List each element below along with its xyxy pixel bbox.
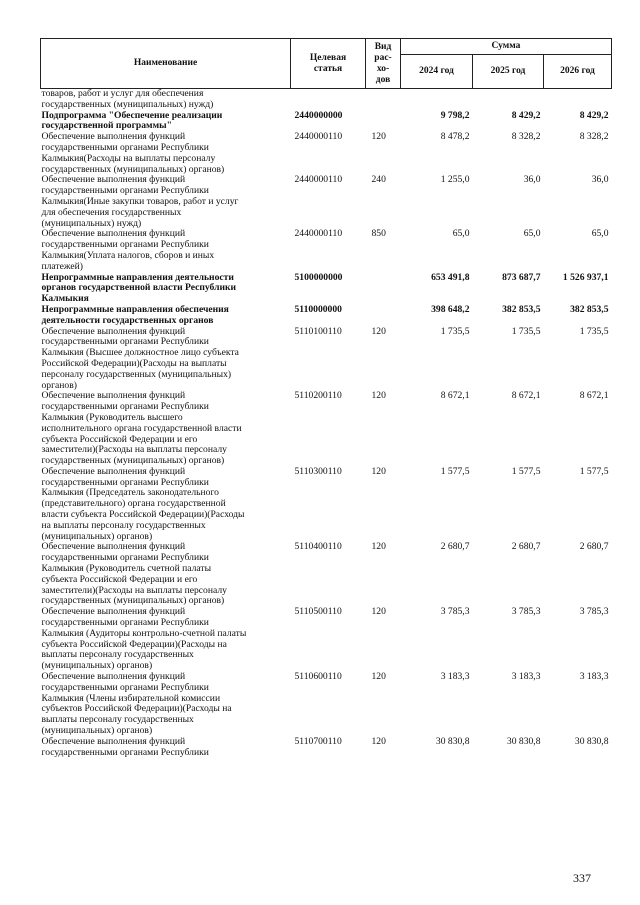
row-sum-2025: 1 577,5 xyxy=(511,465,541,477)
row-expense-type: 850 xyxy=(371,228,386,240)
row-sum-2026: 65,0 xyxy=(591,228,609,240)
row-sum-2026: 8 429,2 xyxy=(579,109,609,121)
row-name xyxy=(41,229,291,272)
row-name-line: Калмыкия(Уплата налогов, сборов и иных xyxy=(41,249,215,261)
table-row xyxy=(41,327,612,392)
header-code-line1: Целевая xyxy=(309,52,347,63)
header-type-line1: Вид xyxy=(374,41,392,52)
table-row xyxy=(41,607,612,672)
row-target-article: 2440000000 xyxy=(294,109,343,121)
row-name-line: Обеспечение выполнения функций xyxy=(41,671,186,683)
table-row xyxy=(41,391,612,467)
row-name xyxy=(41,607,291,672)
row-name-line: для обеспечения государственных xyxy=(41,206,182,218)
row-name-line: заместители)(Расходы на выплаты персоналу xyxy=(41,444,227,456)
row-sum-2024: 3 785,3 xyxy=(440,606,470,618)
row-name-line: Непрограммные направления деятельности xyxy=(41,271,234,283)
row-name-line: государственных (муниципальных) органов) xyxy=(41,163,225,175)
row-name-line: выплаты персоналу государственных xyxy=(41,714,194,726)
row-sum-2024: 2 680,7 xyxy=(440,541,470,553)
row-sum-2024: 30 830,8 xyxy=(435,735,470,747)
row-name-line: субъекта Российской Федерации)(Расходы на xyxy=(41,638,227,650)
row-name-line: выплаты персоналу государственных xyxy=(41,649,194,661)
row-expense-type: 240 xyxy=(371,174,386,186)
row-sum-2024: 65,0 xyxy=(452,228,470,240)
row-name xyxy=(41,132,291,175)
row-name-line: Непрограммные направления обеспечения xyxy=(41,303,229,315)
table-row xyxy=(41,273,612,305)
row-sum-2026: 3 785,3 xyxy=(579,606,609,618)
row-name-line: Калмыкия (Руководитель высшего xyxy=(41,411,183,423)
row-expense-type: 120 xyxy=(371,541,386,553)
row-sum-2025: 1 735,5 xyxy=(511,325,541,337)
row-name-line: (муниципальных) органов) xyxy=(41,660,153,672)
row-target-article xyxy=(291,89,366,111)
row-target-article: 5110000000 xyxy=(294,303,342,315)
table-body xyxy=(41,89,612,759)
row-sum-2026: 382 853,5 xyxy=(570,303,609,315)
table-row xyxy=(41,672,612,737)
row-sum-2025: 8 328,2 xyxy=(511,131,541,143)
row-sum-2026: 2 680,7 xyxy=(579,541,609,553)
row-sum-2026: 8 328,2 xyxy=(579,131,609,143)
row-name xyxy=(41,737,291,759)
row-name-line: государственной программы" xyxy=(41,120,172,132)
row-name-line: Калмыкия (Председатель законодательного xyxy=(41,487,219,499)
row-name-line: государственными органами Республики xyxy=(41,476,209,488)
header-target-article xyxy=(291,39,366,89)
row-sum-2026: 1 577,5 xyxy=(579,465,609,477)
row-sum-2024: 1 255,0 xyxy=(440,174,470,186)
row-name-line: на выплаты персоналу государственных xyxy=(41,519,206,531)
row-name-line: Подпрограмма "Обеспечение реализации xyxy=(41,109,223,121)
table-row xyxy=(41,737,612,759)
row-name-line: государственными органами Республики xyxy=(41,141,209,153)
table-row xyxy=(41,111,612,133)
row-expense-type: 120 xyxy=(371,131,386,143)
row-name-line: Обеспечение выполнения функций xyxy=(41,228,186,240)
row-target-article: 5110400110 xyxy=(294,541,342,553)
row-sum-2025: 8 429,2 xyxy=(511,109,541,121)
row-name-line: государственными органами Республики xyxy=(41,401,209,413)
row-name-line: товаров, работ и услуг для обеспечения xyxy=(41,88,204,99)
row-target-article: 5110300110 xyxy=(294,465,342,477)
header-sum: Сумма xyxy=(401,39,612,55)
row-target-article: 5110100110 xyxy=(294,325,342,337)
row-name xyxy=(41,111,291,133)
header-type-line3: хо- xyxy=(376,63,390,74)
row-name-line: платежей) xyxy=(41,260,83,272)
header-year-2025: 2025 год xyxy=(473,55,544,89)
row-name xyxy=(41,542,291,607)
table-row xyxy=(41,229,612,272)
row-target-article: 5110500110 xyxy=(294,606,342,618)
row-target-article: 5100000000 xyxy=(294,271,343,283)
row-sum-2025: 8 672,1 xyxy=(511,390,541,402)
row-name xyxy=(41,467,291,543)
header-code-line2: статья xyxy=(313,63,343,74)
budget-table xyxy=(40,38,612,758)
row-sum-2024: 3 183,3 xyxy=(440,671,470,683)
row-sum-2024: 398 648,2 xyxy=(431,303,470,315)
table-header xyxy=(41,39,612,89)
row-sum-2024 xyxy=(401,89,473,111)
row-name xyxy=(41,175,291,229)
row-expense-type: 120 xyxy=(371,390,386,402)
row-name-line: Калмыкия(Расходы на выплаты персоналу xyxy=(41,152,216,164)
row-sum-2025: 3 785,3 xyxy=(511,606,541,618)
row-sum-2025: 2 680,7 xyxy=(511,541,541,553)
row-name-line: Обеспечение выполнения функций xyxy=(41,735,186,747)
row-name-line: Обеспечение выполнения функций xyxy=(41,174,186,186)
row-name xyxy=(41,327,291,392)
row-name-line: Обеспечение выполнения функций xyxy=(41,465,186,477)
budget-document xyxy=(40,38,611,758)
row-name-line: субъекта Российской Федерации и его xyxy=(41,573,198,585)
row-expense-type xyxy=(366,305,401,327)
row-sum-2024: 9 798,2 xyxy=(440,109,470,121)
row-name-line: Обеспечение выполнения функций xyxy=(41,325,186,337)
row-sum-2026: 36,0 xyxy=(591,174,609,186)
row-expense-type: 120 xyxy=(371,735,386,747)
row-name-line: государственными органами Республики xyxy=(41,185,209,197)
row-name-line: государственными органами Республики xyxy=(41,552,209,564)
row-sum-2026: 30 830,8 xyxy=(574,735,609,747)
row-name xyxy=(41,273,291,305)
row-expense-type: 120 xyxy=(371,465,386,477)
table-row xyxy=(41,542,612,607)
row-sum-2026 xyxy=(544,89,612,111)
row-sum-2024: 8 478,2 xyxy=(440,131,470,143)
row-expense-type: 120 xyxy=(371,325,386,337)
row-name-line: Калмыкия xyxy=(41,293,89,305)
row-expense-type xyxy=(366,89,401,111)
row-sum-2025 xyxy=(473,89,544,111)
row-target-article: 5110600110 xyxy=(294,671,342,683)
row-name-line: (муниципальных) органов) xyxy=(41,530,153,542)
row-target-article: 5110700110 xyxy=(294,735,342,747)
row-name-line: Калмыкия(Иные закупки товаров, работ и услуг xyxy=(41,195,239,207)
row-name-line: исполнительного органа государственной власти xyxy=(41,422,242,434)
row-name xyxy=(41,305,291,327)
row-sum-2025: 3 183,3 xyxy=(511,671,541,683)
header-year-2024: 2024 год xyxy=(401,55,473,89)
row-name-line: Калмыкия (Члены избирательной комиссии xyxy=(41,692,221,704)
row-name-line: Обеспечение выполнения функций xyxy=(41,541,186,553)
row-name-line: государственными органами Республики xyxy=(41,681,209,693)
row-sum-2025: 382 853,5 xyxy=(502,303,541,315)
row-name-line: Российской Федерации)(Расходы на выплаты xyxy=(41,357,227,369)
row-expense-type: 120 xyxy=(371,606,386,618)
row-expense-type xyxy=(366,273,401,305)
row-expense-type: 120 xyxy=(371,671,386,683)
table-row xyxy=(41,175,612,229)
row-sum-2026: 3 183,3 xyxy=(579,671,609,683)
row-target-article: 2440000110 xyxy=(294,174,343,186)
table-row xyxy=(41,89,612,111)
row-sum-2024: 1 577,5 xyxy=(440,465,470,477)
row-target-article: 5110200110 xyxy=(294,390,342,402)
row-name-line: государственными органами Республики xyxy=(41,239,209,251)
row-target-article: 2440000110 xyxy=(294,131,343,143)
row-sum-2026: 1 526 937,1 xyxy=(562,271,609,283)
row-expense-type xyxy=(366,111,401,133)
row-sum-2025: 30 830,8 xyxy=(506,735,541,747)
row-name-line: (муниципальных) нужд) xyxy=(41,217,142,229)
row-name-line: Обеспечение выполнения функций xyxy=(41,131,186,143)
row-name-line: государственными органами Республики xyxy=(41,617,209,629)
row-name-line: субъекта Российской Федерации и его xyxy=(41,433,198,445)
row-name-line: государственных (муниципальных) нужд) xyxy=(41,98,214,110)
row-name-line: деятельности государственных органов xyxy=(41,314,214,326)
row-name-line: государственными органами Республики xyxy=(41,746,209,758)
row-name-line: органов) xyxy=(41,379,77,391)
row-sum-2025: 36,0 xyxy=(523,174,541,186)
header-expense-type xyxy=(366,39,401,89)
row-name xyxy=(41,672,291,737)
row-sum-2026: 8 672,1 xyxy=(579,390,609,402)
row-target-article: 2440000110 xyxy=(294,228,343,240)
row-name-line: Калмыкия (Руководитель счетной палаты xyxy=(41,563,212,575)
row-name-line: государственными органами Республики xyxy=(41,336,209,348)
header-type-line4: дов xyxy=(375,74,391,85)
header-year-2026: 2026 год xyxy=(544,55,612,89)
row-name-line: заместители)(Расходы на выплаты персоналу xyxy=(41,584,227,596)
row-name xyxy=(41,89,291,111)
row-name-line: Калмыкия (Аудиторы контрольно-счетной палаты xyxy=(41,627,247,639)
header-type-line2: рас- xyxy=(374,52,392,63)
row-sum-2024: 653 491,8 xyxy=(431,271,470,283)
page-number: 337 xyxy=(573,871,591,885)
row-name-line: Обеспечение выполнения функций xyxy=(41,390,186,402)
row-sum-2025: 873 687,7 xyxy=(502,271,541,283)
table-row xyxy=(41,467,612,543)
row-name-line: персоналу государственных (муниципальных) xyxy=(41,368,232,380)
table-row xyxy=(41,132,612,175)
table-row xyxy=(41,305,612,327)
row-name-line: власти субъекта Российской Федерации)(Расходы xyxy=(41,509,245,521)
row-name-line: субъектов Российской Федерации)(Расходы на xyxy=(41,703,232,715)
row-sum-2025: 65,0 xyxy=(523,228,541,240)
row-name-line: Калмыкия (Высшее должностное лицо субъекта xyxy=(41,347,239,359)
row-name-line: органов государственной власти Республики xyxy=(41,282,237,294)
header-name: Наименование xyxy=(41,39,291,89)
row-sum-2026: 1 735,5 xyxy=(579,325,609,337)
row-sum-2024: 8 672,1 xyxy=(440,390,470,402)
row-name-line: Обеспечение выполнения функций xyxy=(41,606,186,618)
row-name-line: (муниципальных) органов) xyxy=(41,725,153,737)
row-name-line: государственных (муниципальных) органов) xyxy=(41,455,225,467)
row-name xyxy=(41,391,291,467)
row-name-line: (представительного) органа государственной xyxy=(41,498,226,510)
row-name-line: государственных (муниципальных) органов) xyxy=(41,595,225,607)
row-sum-2024: 1 735,5 xyxy=(440,325,470,337)
